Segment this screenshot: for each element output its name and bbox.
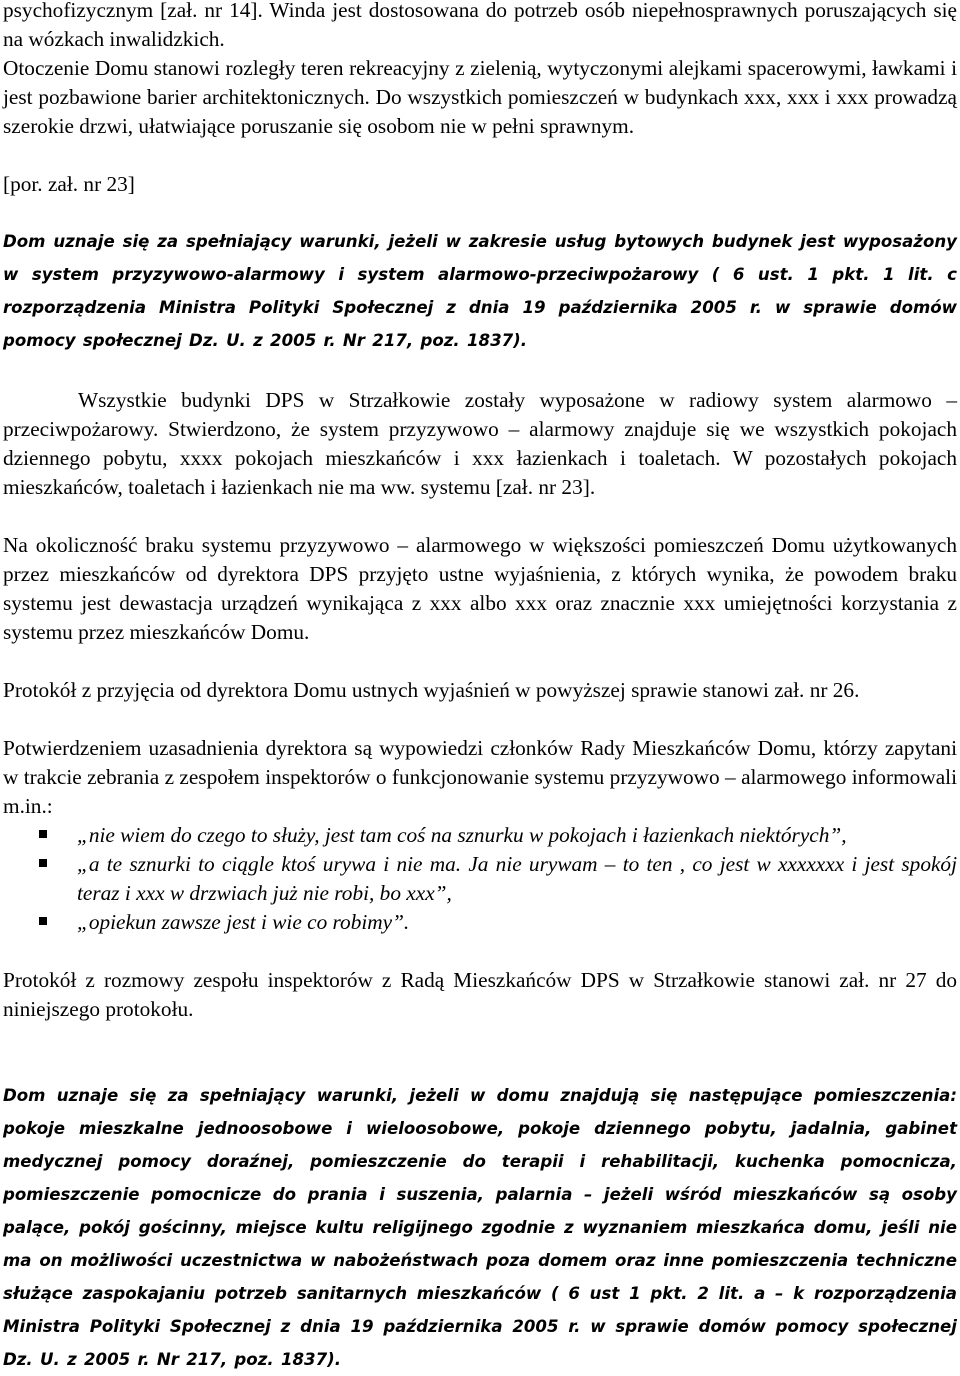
square-bullet-icon — [39, 859, 47, 867]
list-item — [0, 850, 960, 908]
paragraph-text: Potwierdzeniem uzasadnienia dyrektora są wypowiedzi członków Rady Mieszkańców Domu, którzy zapytani w trakcie zebrania z zespołem inspektorów o funkcjonowanie systemu przyzywowo – alarmowego informowali m.in.: — [3, 736, 957, 818]
paragraph-residents-council — [0, 734, 960, 821]
paragraph-findings — [0, 386, 960, 502]
criterion-alarm-systems — [0, 225, 960, 357]
paragraph-elevator — [0, 0, 960, 54]
quote-text: „opiekun zawsze jest i wie co robimy”. — [77, 910, 410, 934]
square-bullet-icon — [39, 917, 47, 925]
criterion-text: Dom uznaje się za spełniający warunki, jeżeli w domu znajdują się następujące pomieszczenia: pokoje mieszkalne jednoosobowe i wieloosobowe, pokoje dziennego pobytu, jadalnia, gabinet medycznej pomocy doraźnej, pomieszczenie do terapii i rehabilitacji, kuchenka pomocnicza, pomieszczenie pomocnicze do prania i suszenia, palarnia – jeżeli wśród mieszkańców są osoby palące, pokój gościnny, miejsce kultu religijnego zgodnie z wyznaniem mieszkańca domu, jeśli nie ma on możliwości uczestnictwa w nabożeństwach poza domem oraz inne pomieszczenia techniczne służące zaspokajaniu potrzeb sanitarnych mieszkańców ( 6 ust 1 pkt. 2 lit. a – k rozporządzenia Ministra Polityki Społecznej z dnia 19 października 2005 r. w sprawie domów pomocy społecznej Dz. U. z 2005 r. Nr 217, poz. 1837). — [3, 1086, 957, 1369]
criterion-required-rooms — [0, 1079, 960, 1376]
square-bullet-icon — [39, 830, 47, 838]
paragraph-explanations — [0, 531, 960, 647]
list-item — [0, 908, 960, 937]
paragraph-protocol-27 — [0, 966, 960, 1024]
paragraph-text: psychofizycznym [zał. nr 14]. Winda jest dostosowana do potrzeb osób niepełnosprawnych poruszających się na wózkach inwalidzkich. — [3, 0, 957, 51]
paragraph-protocol-26 — [0, 676, 960, 705]
criterion-text: Dom uznaje się za spełniający warunki, jeżeli w zakresie usług bytowych budynek jest wyposażony w system przyzywowo-alarmowy i system alarmowo-przeciwpożarowy ( 6 ust. 1 pkt. 1 lit. c rozporządzenia Ministra Polityki Społecznej z dnia 19 października 2005 r. w sprawie domów pomocy społecznej Dz. U. z 2005 r. Nr 217, poz. 1837). — [3, 232, 957, 350]
paragraph-text: Protokół z przyjęcia od dyrektora Domu ustnych wyjaśnień w powyższej sprawie stanowi zał. nr 26. — [3, 678, 860, 702]
paragraph-text: Na okoliczność braku systemu przyzywowo – alarmowego w większości pomieszczeń Domu użytkowanych przez mieszkańców od dyrektora DPS przyjęto ustne wyjaśnienia, z których wynika, że powodem braku systemu jest dewastacja urządzeń wynikająca z xxx albo xxx oraz znacznie xxx umiejętności korzystania z systemu przez mieszkańców Domu. — [3, 533, 957, 644]
list-item — [0, 821, 960, 850]
quote-text: „nie wiem do czego to służy, jest tam coś na sznurku w pokojach i łazienkach niektórych”, — [77, 823, 847, 847]
paragraph-text: Otoczenie Domu stanowi rozległy teren rekreacyjny z zielenią, wytyczonymi alejkami spacerowymi, ławkami i jest pozbawione barier architektonicznych. Do wszystkich pomieszczeń w budynkach xxx, xxx i xxx prowadzą szerokie drzwi, ułatwiające poruszanie się osobom nie w pełni sprawnym. — [3, 56, 957, 138]
quote-text: „a te sznurki to ciągle ktoś urywa i nie ma. Ja nie urywam – to ten , co jest w xxxxxxx i jest spokój teraz i xxx w drzwiach już nie robi, bo xxx”, — [77, 852, 957, 905]
paragraph-text: Wszystkie budynki DPS w Strzałkowie zostały wyposażone w radiowy system alarmowo – przeciwpożarowy. Stwierdzono, że system przyzywowo – alarmowy znajduje się we wszystkich pokojach dziennego pobytu, xxxx pokojach mieszkańców i xxx łazienkach i toaletach. W pozostałych pokojach mieszkańców, toaletach i łazienkach nie ma ww. systemu [zał. nr 23]. — [3, 388, 957, 499]
paragraph-text: Protokół z rozmowy zespołu inspektorów z Radą Mieszkańców DPS w Strzałkowie stanowi zał. nr 27 do niniejszego protokołu. — [3, 968, 957, 1021]
paragraph-reference — [0, 170, 960, 199]
paragraph-text: [por. zał. nr 23] — [3, 172, 135, 196]
paragraph-surroundings — [0, 54, 960, 141]
quotes-list — [0, 821, 960, 937]
